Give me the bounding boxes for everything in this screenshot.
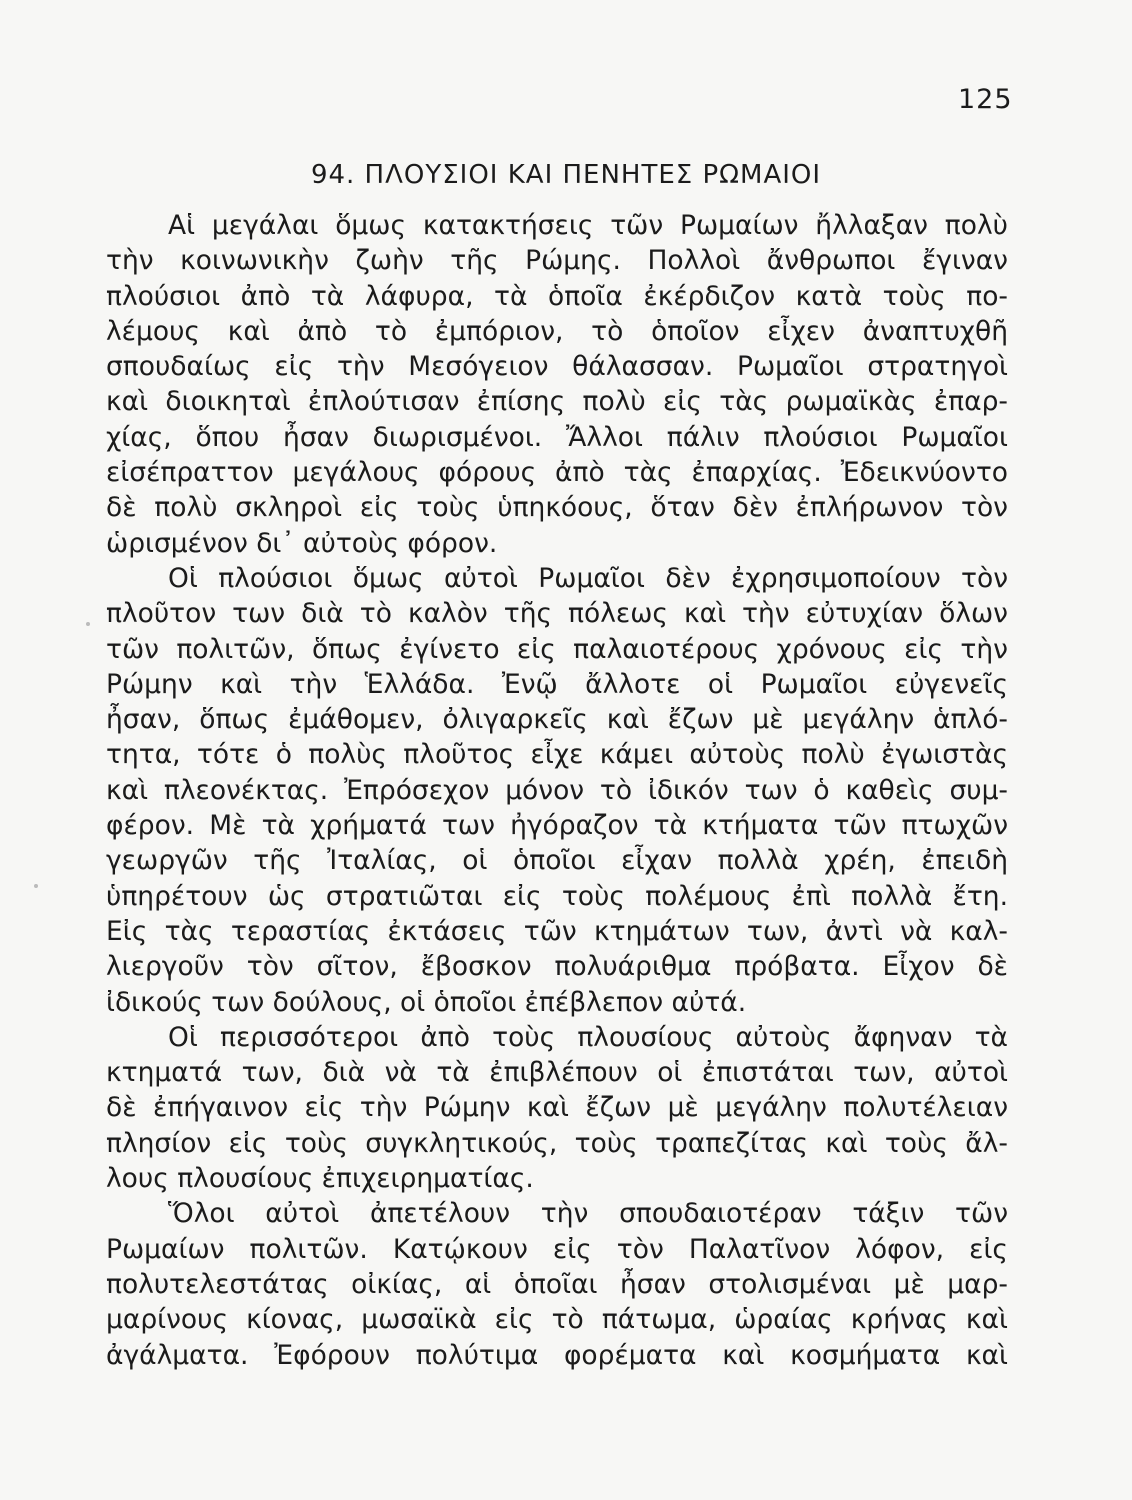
text-line: εἰσέπραττον μεγάλους φόρους ἀπὸ τὰς ἐπαρχίας. Ἐδεικνύοντο xyxy=(106,457,1008,489)
text-line: καὶ πλεονέκτας. Ἐπρόσεχον μόνον τὸ ἰδικόν των ὁ καθεὶς συμ- xyxy=(106,774,1008,806)
text-line: καὶ διοικηταὶ ἐπλούτισαν ἐπίσης πολὺ εἰς τὰς ρωμαϊκὰς ἐπαρ- xyxy=(106,386,1008,418)
text-line: δὲ ἐπήγαινον εἰς τὴν Ρώμην καὶ ἔζων μὲ μεγάλην πολυτέλειαν xyxy=(106,1092,1008,1124)
paragraph-4 xyxy=(106,1196,1008,1372)
body-text xyxy=(106,208,1008,1373)
text-line: λιεργοῦν τὸν σῖτον, ἔβοσκον πολυάριθμα πρόβατα. Εἶχον δὲ xyxy=(106,951,1008,983)
text-line: ἰδικούς των δούλους, οἱ ὁποῖοι ἐπέβλεπον αὐτά. xyxy=(106,986,747,1018)
text-line: ὑπηρέτουν ὡς στρατιῶται εἰς τοὺς πολέμους ἐπὶ πολλὰ ἔτη. xyxy=(106,880,1008,912)
paper-speck xyxy=(34,884,38,888)
paper-speck xyxy=(86,622,90,626)
text-line: μαρίνους κίονας, μωσαϊκὰ εἰς τὸ πάτωμα, ὡραίας κρήνας καὶ xyxy=(106,1304,1008,1336)
text-line: ἦσαν, ὅπως ἐμάθομεν, ὀλιγαρκεῖς καὶ ἔζων μὲ μεγάλην ἁπλό- xyxy=(106,704,1008,736)
text-line: Οἱ περισσότεροι ἀπὸ τοὺς πλουσίους αὐτοὺς ἄφηναν τὰ xyxy=(168,1021,1008,1053)
text-line: τῶν πολιτῶν, ὅπως ἐγίνετο εἰς παλαιοτέρους χρόνους εἰς τὴν xyxy=(106,633,1008,665)
text-line: πολυτελεστάτας οἰκίας, αἱ ὁποῖαι ἦσαν στολισμέναι μὲ μαρ- xyxy=(106,1268,1008,1300)
text-line: πλούσιοι ἀπὸ τὰ λάφυρα, τὰ ὁποῖα ἐκέρδιζον κατὰ τοὺς πο- xyxy=(106,280,1008,312)
paragraph-3 xyxy=(106,1020,1008,1196)
paragraph-1 xyxy=(106,208,1008,561)
text-line: σπουδαίως εἰς τὴν Μεσόγειον θάλασσαν. Ρωμαῖοι στρατηγοὶ xyxy=(106,351,1008,383)
text-line: ἀγάλματα. Ἐφόρουν πολύτιμα φορέματα καὶ κοσμήματα καὶ xyxy=(106,1339,1008,1371)
text-line: Ὅλοι αὐτοὶ ἀπετέλουν τὴν σπουδαιοτέραν τάξιν τῶν xyxy=(168,1198,1008,1230)
text-line: δὲ πολὺ σκληροὶ εἰς τοὺς ὑπηκόους, ὅταν δὲν ἐπλήρωνον τὸν xyxy=(106,492,1008,524)
text-line: τητα, τότε ὁ πολὺς πλοῦτος εἶχε κάμει αὐτοὺς πολὺ ἐγωιστὰς xyxy=(106,739,1008,771)
text-line: Εἰς τὰς τεραστίας ἐκτάσεις τῶν κτημάτων των, ἀντὶ νὰ καλ- xyxy=(106,915,1008,947)
text-line: λους πλουσίους ἐπιχειρηματίας. xyxy=(106,1163,534,1195)
paragraph-2 xyxy=(106,561,1008,1020)
section-heading: 94. ΠΛΟΥΣΙΟΙ ΚΑΙ ΠΕΝΗΤΕΣ ΡΩΜΑΙΟΙ xyxy=(310,160,822,190)
text-line: Αἱ μεγάλαι ὅμως κατακτήσεις τῶν Ρωμαίων ἤλλαξαν πολὺ xyxy=(168,210,1008,241)
text-line: κτηματά των, διὰ νὰ τὰ ἐπιβλέπουν οἱ ἐπιστάται των, αὐτοὶ xyxy=(106,1057,1008,1089)
page-number: 125 xyxy=(958,84,1013,115)
text-line: τὴν κοινωνικὴν ζωὴν τῆς Ρώμης. Πολλοὶ ἄνθρωποι ἔγιναν xyxy=(106,245,1008,277)
text-line: πλοῦτον των διὰ τὸ καλὸν τῆς πόλεως καὶ τὴν εὐτυχίαν ὅλων xyxy=(106,598,1008,630)
text-line: ὡρισμένον δι᾿ αὐτοὺς φόρον. xyxy=(106,527,498,559)
text-line: Ρώμην καὶ τὴν Ἑλλάδα. Ἐνῷ ἄλλοτε οἱ Ρωμαῖοι εὐγενεῖς xyxy=(106,668,1008,700)
text-line: Ρωμαίων πολιτῶν. Κατῴκουν εἰς τὸν Παλατῖνον λόφον, εἰς xyxy=(106,1233,1008,1265)
text-line: γεωργῶν τῆς Ἰταλίας, οἱ ὁποῖοι εἶχαν πολλὰ χρέη, ἐπειδὴ xyxy=(106,845,1008,877)
text-line: Οἱ πλούσιοι ὅμως αὐτοὶ Ρωμαῖοι δὲν ἐχρησιμοποίουν τὸν xyxy=(168,562,1008,594)
text-line: χίας, ὅπου ἦσαν διωρισμένοι. Ἄλλοι πάλιν πλούσιοι Ρωμαῖοι xyxy=(106,421,1008,453)
text-line: φέρον. Μὲ τὰ χρήματά των ἠγόραζον τὰ κτήματα τῶν πτωχῶν xyxy=(106,810,1008,842)
text-line: λέμους καὶ ἀπὸ τὸ ἐμπόριον, τὸ ὁποῖον εἶχεν ἀναπτυχθῆ xyxy=(106,315,1008,347)
text-line: πλησίον εἰς τοὺς συγκλητικούς, τοὺς τραπεζίτας καὶ τοὺς ἄλ- xyxy=(106,1127,1008,1159)
